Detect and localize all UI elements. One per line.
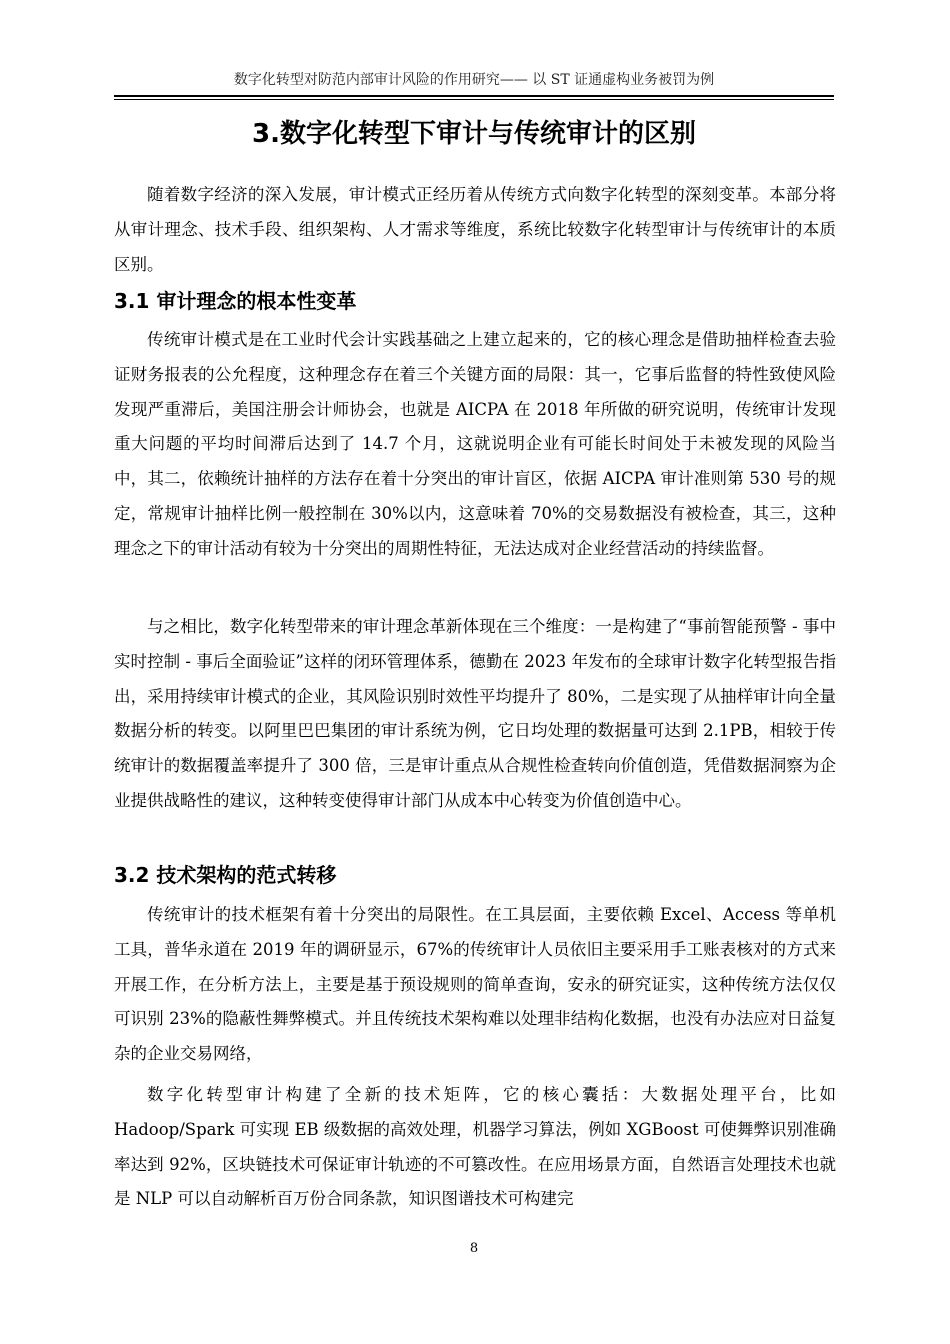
header-rule-thin: [114, 99, 834, 100]
section-heading-3-2: 3.2 技术架构的范式转移: [114, 863, 337, 887]
chapter-intro-paragraph: 随着数字经济的深入发展，审计模式正经历着从传统方式向数字化转型的深刻变革。本部分将从审计理念、技术手段、组织架构、人才需求等维度，系统比较数字化转型审计与传统审计的本质区别。: [114, 185, 836, 274]
header-rule: [114, 95, 834, 97]
section-3-1-paragraph-2: 与之相比，数字化转型带来的审计理念革新体现在三个维度：一是构建了“事前智能预警 - 事中实时控制 - 事后全面验证”这样的闭环管理体系，德勤在 2023 年发布的全球审计数字化转型报告指出，采用持续审计模式的企业，其风险识别时效性平均提升了 80%，二是实现了从抽样审计向全量数据分析的转变。以阿里巴巴集团的审计系统为例，它日均处理的数据量可达到 2.1PB，相较于传统审计的数据覆盖率提升了 300 倍，三是审计重点从合规性检查转向价值创造，凭借数据洞察为企业提供战略性的建议，这种转变使得审计部门从成本中心转变为价值创造中心。: [114, 617, 836, 810]
section-3-2-paragraph-1: 传统审计的技术框架有着十分突出的局限性。在工具层面，主要依赖 Excel、Access 等单机工具，普华永道在 2019 年的调研显示，67%的传统审计人员依旧主要采用手工账表核对的方式来开展工作，在分析方法上，主要是基于预设规则的简单查询，安永的研究证实，这种传统方法仅仅可识别 23%的隐蔽性舞弊模式。并且传统技术架构难以处理非结构化数据，也没有办法应对日益复杂的企业交易网络，: [114, 905, 836, 1064]
page-number: 8: [469, 1241, 479, 1256]
section-3-1-paragraph-1: 传统审计模式是在工业时代会计实践基础之上建立起来的，它的核心理念是借助抽样检查去验证财务报表的公允程度，这种理念存在着三个关键方面的局限：其一，它事后监督的特性致使风险发现严重滞后，美国注册会计师协会，也就是 AICPA 在 2018 年所做的研究说明，传统审计发现重大问题的平均时间滞后达到了 14.7 个月，这就说明企业有可能长时间处于未被发现的风险当中，其二，依赖统计抽样的方法存在着十分突出的审计盲区，依据 AICPA 审计准则第 530 号的规定，常规审计抽样比例一般控制在 30%以内，这意味着 70%的交易数据没有被检查，其三，这种理念之下的审计活动有较为十分突出的周期性特征，无法达成对企业经营活动的持续监督。: [114, 330, 836, 558]
section-3-2-paragraph-2: 数字化转型审计构建了全新的技术矩阵，它的核心囊括：大数据处理平台，比如 Hadoop/Spark 可实现 EB 级数据的高效处理，机器学习算法，例如 XGBoost 可使舞弊识别准确率达到 92%，区块链技术可保证审计轨迹的不可篡改性。在应用场景方面，自然语言处理技术也就是 NLP 可以自动解析百万份合同条款，知识图谱技术可构建完: [114, 1085, 836, 1209]
running-header: 数字化转型对防范内部审计风险的作用研究—— 以 ST 证通虚构业务被罚为例: [233, 72, 715, 88]
section-heading-3-1: 3.1 审计理念的根本性变革: [114, 289, 357, 313]
chapter-title: 3.数字化转型下审计与传统审计的区别: [252, 119, 696, 149]
